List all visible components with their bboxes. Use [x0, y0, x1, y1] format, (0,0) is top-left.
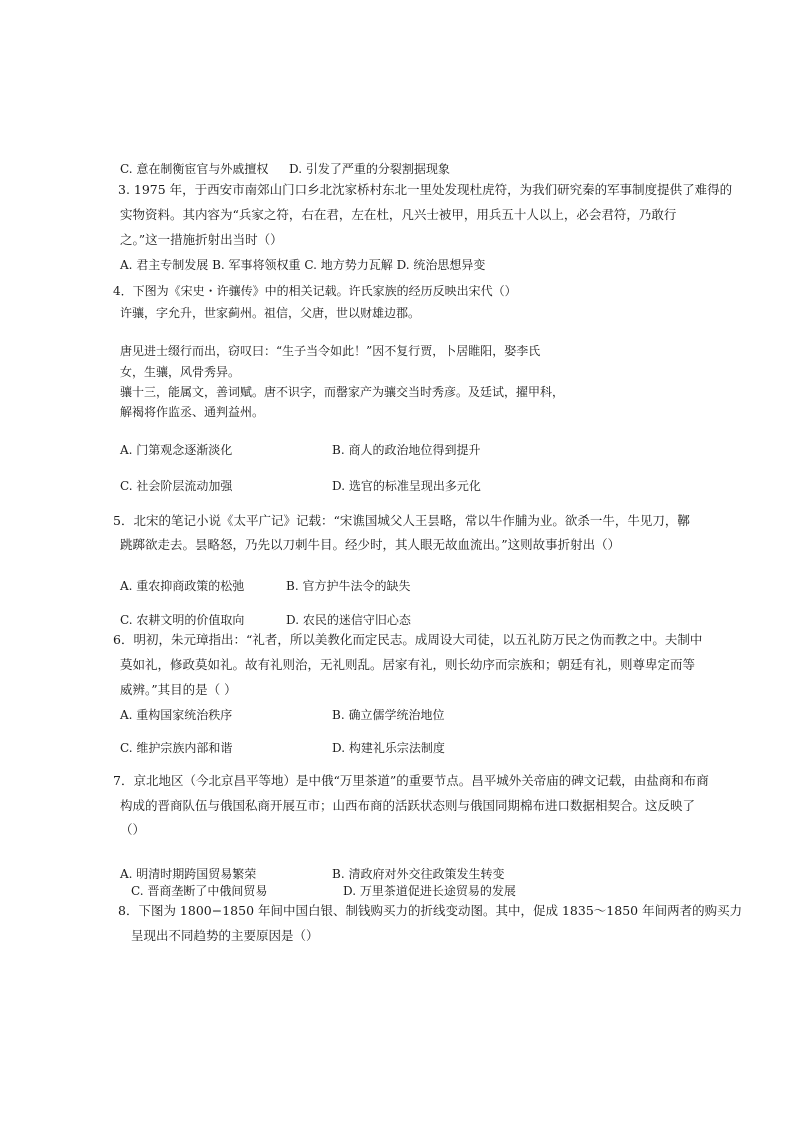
- q5-option-b: B. 官方护牛法令的缺失: [286, 579, 411, 593]
- q7-stem-line-2: 构成的晋商队伍与俄国私商开展互市；山西布商的活跃状态则与俄国同期棉布进口数据相契合。这反映了: [120, 798, 696, 813]
- q6-stem-line-2: 莫如礼，修政莫如礼。故有礼则治，无礼则乱。居家有礼，则长幼序而宗族和；朝廷有礼，则尊卑定而等: [120, 657, 696, 672]
- q6-stem-line-3: 威辨。”其目的是（ ）: [120, 682, 237, 697]
- q7-stem-line-3: （）: [120, 822, 146, 837]
- q7-stem-line-1: 7．京北地区（今北京昌平等地）是中俄“万里茶道”的重要节点。昌平城外关帝庙的碑文记载，由盐商和布商: [113, 773, 709, 788]
- q7-option-b: B. 清政府对外交往政策发生转变: [332, 867, 505, 881]
- q7-option-d: D. 万里茶道促进长途贸易的发展: [343, 884, 516, 898]
- q3-stem-line-1: 3. 1975 年，于西安市南郊山门口乡北沈家桥村东北一里处发现杜虎符，为我们研究秦的军事制度提供了难得的: [118, 182, 733, 197]
- q7-option-c: C. 晋商垄断了中俄间贸易: [131, 884, 268, 898]
- q5-option-c: C. 农耕文明的价值取向: [120, 613, 245, 627]
- q4-option-d: D. 选官的标准呈现出多元化: [332, 479, 481, 493]
- q4-quote-line-4: 骧十三，能属文，善词赋。唐不识字，而罄家产为骧交当时秀彦。及廷试，擢甲科，: [120, 385, 565, 399]
- q4-quote-line-1: 许骧，字允升，世家蓟州。祖信，父唐，世以财雄边郡。: [120, 306, 421, 320]
- q6-option-b: B. 确立儒学统治地位: [332, 708, 445, 722]
- q5-stem-line-2: 跳踯欲走去。昙略怒，乃先以刀刺牛目。经少时，其人眼无故血流出。”这则故事折射出（）: [120, 537, 621, 552]
- q6-stem-line-1: 6．明初，朱元璋指出：“礼者，所以美教化而定民志。成周设大司徒，以五礼防万民之伪而教之中。夫制中: [113, 632, 703, 647]
- q2-option-c: C. 意在制衡宦官与外戚擅权: [120, 162, 269, 176]
- q6-option-a: A. 重构国家统治秩序: [120, 708, 233, 722]
- q5-stem-line-1: 5．北宋的笔记小说《太平广记》记载：“宋谯国城父人王昙略，常以牛作脯为业。欲杀一牛，牛见刀，鞹: [113, 513, 690, 528]
- q2-option-d: D. 引发了严重的分裂割据现象: [289, 162, 450, 176]
- q4-option-a: A. 门第观念逐渐淡化: [120, 443, 233, 457]
- q4-quote-line-5: 解褐将作监丞、通判益州。: [120, 405, 265, 419]
- q5-option-d: D. 农民的迷信守旧心态: [286, 613, 411, 627]
- q8-stem-line-2: 呈现出不同趋势的主要原因是（）: [131, 928, 319, 943]
- q3-options: A. 君主专制发展 B. 军事将领权重 C. 地方势力瓦解 D. 统治思想异变: [120, 258, 486, 272]
- q5-option-a: A. 重农抑商政策的松弛: [120, 579, 245, 593]
- q4-option-b: B. 商人的政治地位得到提升: [332, 443, 481, 457]
- q3-stem-line-2: 实物资料。其内容为“兵家之符，右在君，左在杜，凡兴士被甲，用兵五十人以上，必会君符，乃敢行: [120, 207, 677, 222]
- q3-stem-line-3: 之。”这一措施折射出当时（）: [120, 232, 283, 247]
- q8-stem-line-1: 8．下图为 1800−1850 年间中国白银、制钱购买力的折线变动图。其中，促成 1835～1850 年间两者的购买力: [118, 903, 743, 918]
- q6-option-c: C. 维护宗族内部和谐: [120, 741, 233, 755]
- q4-stem: 4．下图为《宋史・许骧传》中的相关记载。许氏家族的经历反映出宋代（）: [113, 284, 517, 298]
- q4-option-c: C. 社会阶层流动加强: [120, 479, 233, 493]
- q7-option-a: A. 明清时期跨国贸易繁荣: [120, 867, 257, 881]
- q6-option-d: D. 构建礼乐宗法制度: [332, 741, 445, 755]
- q4-quote-line-2: 唐见进士缀行而出，窃叹曰：“生子当令如此！”因不复行贾，卜居睢阳，娶李氏: [120, 344, 541, 358]
- q4-quote-line-3: 女，生骧，风骨秀异。: [120, 365, 241, 379]
